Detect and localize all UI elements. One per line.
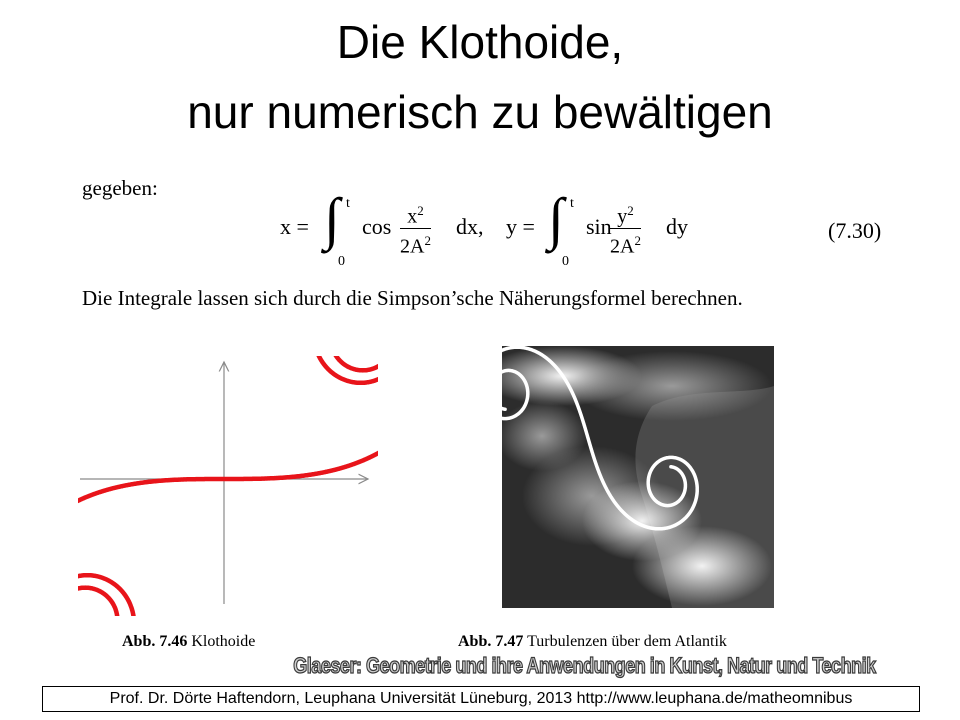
clothoid-curve: [78, 356, 378, 616]
caption-fig-7-46-label: Abb. 7.46: [122, 633, 188, 650]
formula-x-var: x =: [280, 214, 309, 239]
cloud-band-5: [632, 526, 772, 606]
formula-dx: dx,: [456, 214, 484, 239]
integral-lower-limit-y: 0: [562, 254, 569, 269]
clothoid-formula: [280, 186, 900, 276]
formula-dy: dy: [666, 214, 688, 239]
fraction-x-den-exponent: 2: [424, 232, 431, 248]
fraction-y-den-exponent: 2: [634, 232, 641, 248]
integral-sign-x: ∫: [324, 186, 340, 251]
caption-fig-7-47: [458, 633, 727, 651]
fraction-x: [400, 200, 431, 258]
fraction-y-denominator: 2A: [610, 235, 635, 258]
integral-sign-y: ∫: [548, 186, 564, 251]
integral-upper-limit-x: t: [346, 196, 350, 211]
equation-number: (7.30): [828, 218, 882, 243]
fraction-y-exponent: 2: [627, 203, 634, 218]
footer-credit: Prof. Dr. Dörte Haftendorn, Leuphana Universität Lüneburg, 2013 http://www.leuphana.de/matheomnibus: [42, 686, 920, 712]
integral-upper-limit-y: t: [570, 196, 574, 211]
sin-function: sin: [586, 214, 612, 239]
integral-lower-limit-x: 0: [338, 254, 345, 269]
caption-fig-7-47-label: Abb. 7.47: [458, 633, 524, 650]
fraction-x-numerator: x: [407, 205, 418, 228]
slide-title-line-1: Die Klothoide,: [336, 16, 624, 68]
given-label: gegeben:: [82, 176, 158, 200]
formula-y-var: y =: [506, 214, 535, 239]
caption-fig-7-46: [122, 633, 255, 651]
caption-fig-7-46-text: Klothoide: [191, 633, 256, 650]
clothoid-figure: [78, 356, 378, 616]
atlantic-turbulence-photo: [502, 346, 774, 608]
simpson-sentence: Die Integrale lassen sich durch die Simpson’sche Näherungsformel berechnen.: [82, 286, 743, 310]
fraction-y: [610, 200, 641, 258]
fraction-x-denominator: 2A: [400, 235, 425, 258]
caption-fig-7-47-text: Turbulenzen über dem Atlantik: [527, 633, 727, 650]
fraction-y-numerator: y: [617, 205, 628, 228]
cos-function: cos: [362, 214, 392, 239]
slide-title-line-2: nur numerisch zu bewältigen: [187, 86, 773, 138]
book-reference-banner: Glaeser: Geometrie und ihre Anwendungen in Kunst, Natur und Technik: [293, 653, 876, 678]
fraction-x-exponent: 2: [417, 203, 424, 218]
cloud-band-2: [572, 351, 772, 421]
